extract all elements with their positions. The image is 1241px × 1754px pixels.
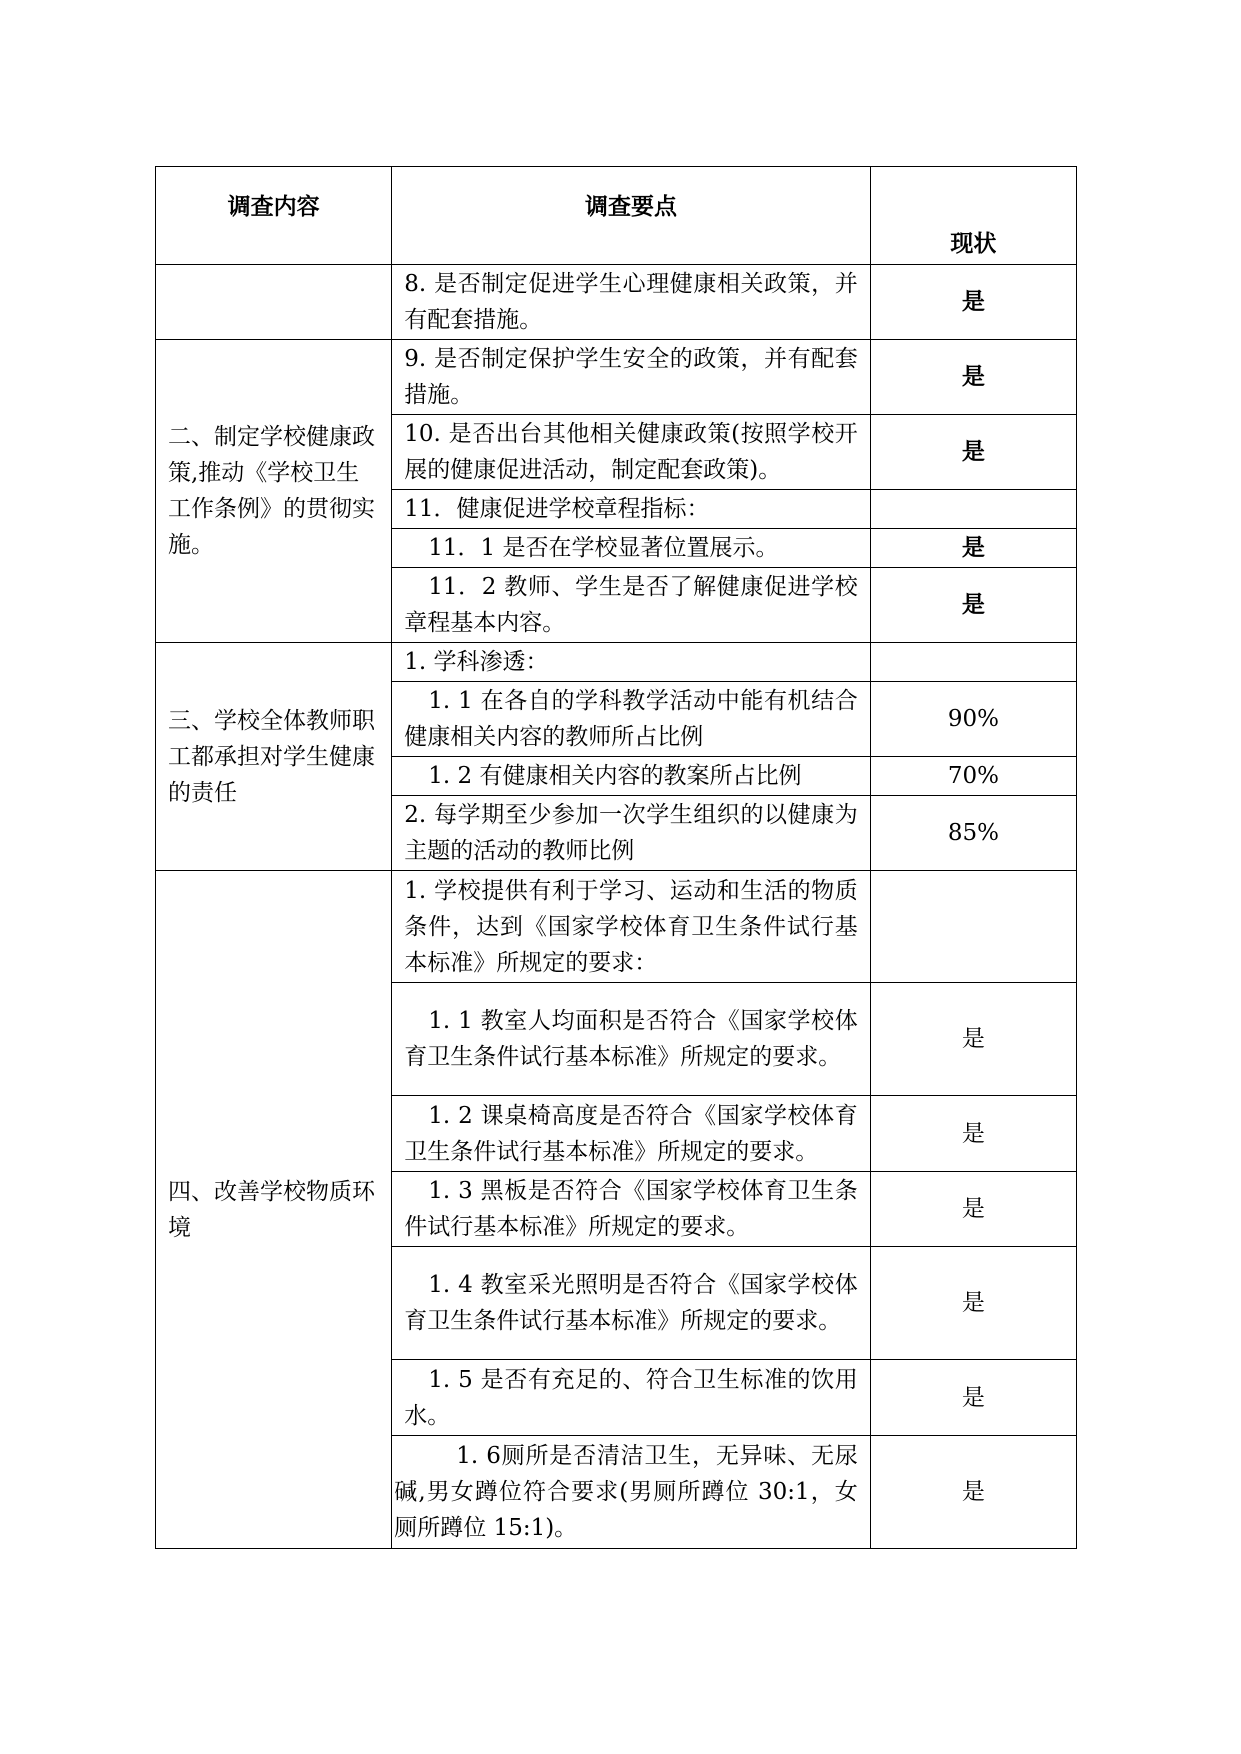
category-cell-empty <box>156 265 392 340</box>
status-cell: 是 <box>870 568 1076 643</box>
point-cell: 11．1 是否在学校显著位置展示。 <box>392 529 871 568</box>
header-row <box>156 167 1077 265</box>
table-row <box>156 871 1077 983</box>
point-cell: 1. 学校提供有利于学习、运动和生活的物质条件，达到《国家学校体育卫生条件试行基本标准》所规定的要求： <box>392 871 871 983</box>
status-cell: 是 <box>870 415 1076 490</box>
point-cell: 1. 1 教室人均面积是否符合《国家学校体育卫生条件试行基本标准》所规定的要求。 <box>392 983 871 1096</box>
point-cell: 1. 3 黑板是否符合《国家学校体育卫生条件试行基本标准》所规定的要求。 <box>392 1172 871 1247</box>
header-status: 现状 <box>870 167 1076 265</box>
status-cell: 90% <box>870 682 1076 757</box>
status-cell: 是 <box>870 983 1076 1096</box>
point-cell: 1. 5 是否有充足的、符合卫生标准的饮用水。 <box>392 1360 871 1436</box>
status-cell <box>870 871 1076 983</box>
category-cell: 三、学校全体教师职工都承担对学生健康的责任 <box>156 643 392 871</box>
header-point: 调查要点 <box>392 167 871 265</box>
table-row <box>156 643 1077 682</box>
table-row <box>156 340 1077 415</box>
status-cell: 是 <box>870 1436 1076 1549</box>
status-cell: 85% <box>870 796 1076 871</box>
header-category: 调查内容 <box>156 167 392 265</box>
status-cell: 是 <box>870 1360 1076 1436</box>
point-cell: 11．健康促进学校章程指标： <box>392 490 871 529</box>
status-cell: 是 <box>870 1096 1076 1172</box>
point-cell: 1. 2 课桌椅高度是否符合《国家学校体育卫生条件试行基本标准》所规定的要求。 <box>392 1096 871 1172</box>
point-cell: 11．2 教师、学生是否了解健康促进学校章程基本内容。 <box>392 568 871 643</box>
category-cell: 四、改善学校物质环境 <box>156 871 392 1549</box>
point-cell: 1. 1 在各自的学科教学活动中能有机结合健康相关内容的教师所占比例 <box>392 682 871 757</box>
status-cell: 是 <box>870 1172 1076 1247</box>
status-cell: 是 <box>870 529 1076 568</box>
point-cell: 1. 4 教室采光照明是否符合《国家学校体育卫生条件试行基本标准》所规定的要求。 <box>392 1247 871 1360</box>
status-cell: 是 <box>870 1247 1076 1360</box>
point-cell: 9. 是否制定保护学生安全的政策，并有配套措施。 <box>392 340 871 415</box>
point-cell: 10. 是否出台其他相关健康政策(按照学校开展的健康促进活动，制定配套政策)。 <box>392 415 871 490</box>
point-cell: 2. 每学期至少参加一次学生组织的以健康为主题的活动的教师比例 <box>392 796 871 871</box>
status-cell <box>870 643 1076 682</box>
status-cell: 70% <box>870 757 1076 796</box>
table-row <box>156 265 1077 340</box>
point-cell: 1. 2 有健康相关内容的教案所占比例 <box>392 757 871 796</box>
survey-table <box>155 166 1077 1549</box>
point-cell: 1. 6厕所是否清洁卫生，无异味、无尿碱,男女蹲位符合要求(男厕所蹲位 30:1，女厕所蹲位 15:1)。 <box>392 1436 871 1549</box>
status-cell: 是 <box>870 265 1076 340</box>
status-cell <box>870 490 1076 529</box>
point-cell: 8. 是否制定促进学生心理健康相关政策，并有配套措施。 <box>392 265 871 340</box>
point-cell: 1. 学科渗透： <box>392 643 871 682</box>
status-cell: 是 <box>870 340 1076 415</box>
category-cell: 二、制定学校健康政策,推动《学校卫生工作条例》的贯彻实施。 <box>156 340 392 643</box>
